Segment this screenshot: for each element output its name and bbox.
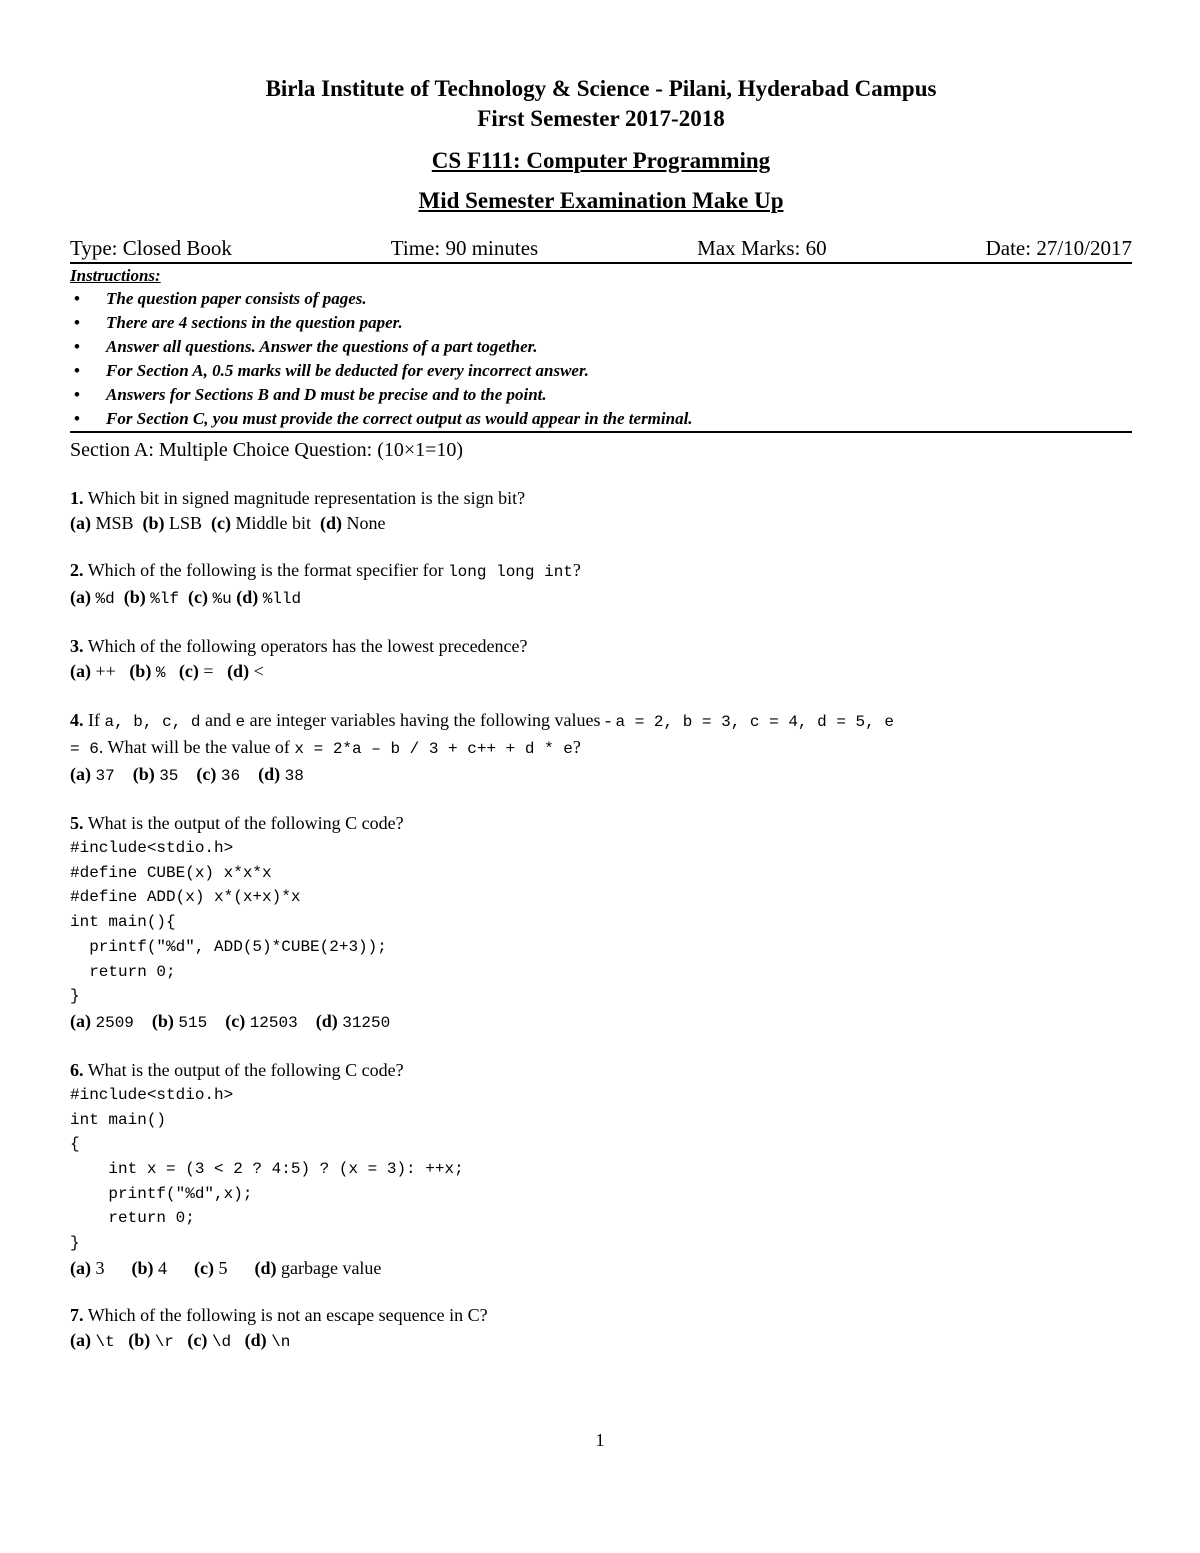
exam-page [70,70,1132,1355]
bullet-icon: • [74,385,80,404]
semester-title: First Semester 2017-2018 [477,106,725,131]
exam-max-marks: Max Marks: 60 [697,236,827,260]
instruction-item: • The question paper consists of pages. [70,287,1132,311]
exam-meta-row [70,236,1132,264]
question-5-options: (a) 2509 (b) 515 (c) 12503 (d) 31250 [70,1010,391,1032]
exam-time: Time: 90 minutes [390,236,539,260]
question-7-options: (a) \t (b) \r (c) \d (d) \n [70,1329,291,1351]
exam-date: Date: 27/10/2017 [985,236,1132,260]
question-6: 6. What is the output of the following C code? [70,1059,404,1080]
institute-title: Birla Institute of Technology & Science - Pilani, Hyderabad Campus [265,76,937,101]
question-4: 4. If a, b, c, d and e are integer variables having the following values - a = 2, b = 3, c = 4, d = 5, e = 6. What will be the value of x = 2*a – b / 3 + c++ + d * e? [70,710,894,758]
question-1 [70,486,1132,511]
code-block: #include<stdio.h> int main() { int x = (3 < 2 ? 4:5) ? (x = 3): ++x; printf("%d",x); return 0; } [70,1085,464,1253]
question-2-options: (a) %d (b) %lf (c) %u (d) %lld [70,587,302,608]
question-6-options: (a) 3 (b) 4 (c) 5 (d) garbage value [70,1257,382,1278]
exam-title: Mid Semester Examination Make Up [418,188,784,213]
instruction-item: • Answers for Sections B and D must be precise and to the point. [70,383,1132,407]
question-2: 2. Which of the following is the format specifier for long long int? [70,560,581,581]
bullet-icon: • [74,289,80,308]
code-block: #include<stdio.h> #define CUBE(x) x*x*x #define ADD(x) x*(x+x)*x int main(){ printf("%d", ADD(5)*CUBE(2+3)); return 0; } [70,839,387,1006]
instruction-item: • There are 4 sections in the question paper. [70,311,1132,335]
bullet-icon: • [74,409,80,428]
instructions-list [70,287,1132,431]
section-a-title: Section A: Multiple Choice Question: (10×1=10) [70,439,464,461]
question-text: Which bit in signed magnitude representation is the sign bit? [87,488,526,508]
question-5: 5. What is the output of the following C code? [70,813,404,833]
instructions-title: Instructions: [70,266,161,285]
bullet-icon: • [74,313,80,332]
divider [70,431,1132,433]
question-3: 3. Which of the following operators has the lowest precedence? [70,636,528,656]
bullet-icon: • [74,337,80,356]
question-7: 7. Which of the following is not an escape sequence in C? [70,1304,488,1325]
page-number: 1 [595,1430,605,1450]
exam-type: Type: Closed Book [70,236,232,260]
question-4-options: (a) 37 (b) 35 (c) 36 (d) 38 [70,764,304,785]
instruction-item: • Answer all questions. Answer the questions of a part together. [70,335,1132,359]
instruction-item: • For Section C, you must provide the correct output as would appear in the terminal. [70,407,1132,431]
question-1-options: (a) MSB (b) LSB (c) Middle bit (d) None [70,513,386,533]
question-number: 1. [70,488,84,508]
instruction-item: • For Section A, 0.5 marks will be deducted for every incorrect answer. [70,359,1132,383]
question-3-options: (a) ++ (b) % (c) = (d) < [70,661,264,682]
bullet-icon: • [74,361,80,380]
course-title: CS F111: Computer Programming [431,148,771,173]
